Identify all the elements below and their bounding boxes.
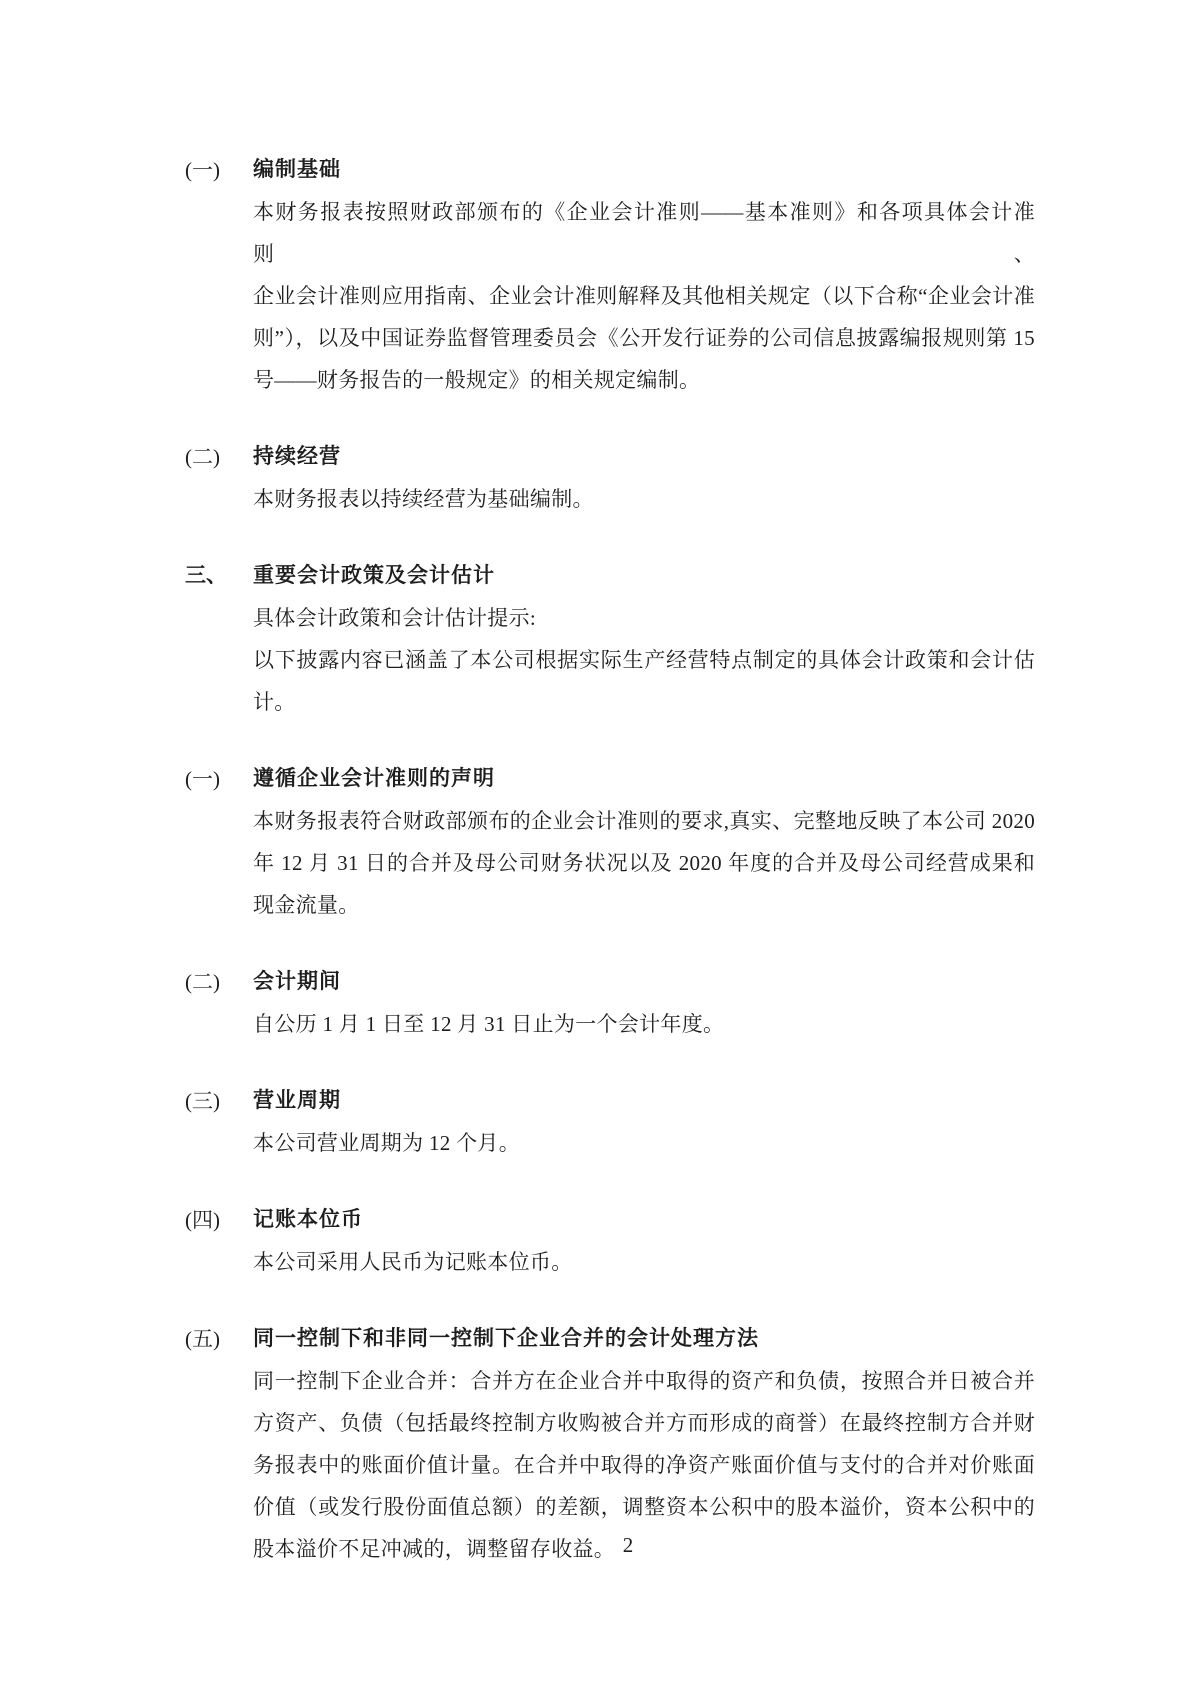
body-line: 本公司采用人民币为记账本位币。 bbox=[253, 1250, 573, 1274]
section-title: 会计期间 bbox=[253, 970, 341, 993]
section-body bbox=[253, 555, 1035, 723]
section-body bbox=[253, 149, 1035, 401]
body-line: 计。 bbox=[253, 690, 296, 714]
section-functional-currency bbox=[185, 1199, 1035, 1283]
document-content bbox=[185, 149, 1035, 1605]
section-title: 记账本位币 bbox=[253, 1208, 363, 1231]
paragraph bbox=[253, 1360, 1035, 1570]
body-line: 自公历 1 月 1 日至 12 月 31 日止为一个会计年度。 bbox=[253, 1012, 725, 1036]
section-label: 三、 bbox=[185, 564, 227, 587]
paragraph bbox=[253, 597, 1035, 639]
section-body bbox=[253, 1080, 1035, 1164]
section-accounting-period bbox=[185, 961, 1035, 1045]
body-line: 股本溢价不足冲减的，调整留存收益。 bbox=[253, 1537, 616, 1561]
section-label: (二) bbox=[185, 970, 220, 994]
section-label: (四) bbox=[185, 1208, 220, 1232]
body-line: 本公司营业周期为 12 个月。 bbox=[253, 1131, 520, 1155]
section-body bbox=[253, 1199, 1035, 1283]
paragraph bbox=[253, 478, 1035, 520]
section-label: (一) bbox=[185, 767, 220, 791]
section-title: 同一控制下和非同一控制下企业合并的会计处理方法 bbox=[253, 1327, 759, 1350]
section-label: (三) bbox=[185, 1089, 220, 1113]
body-line: 号——财务报告的一般规定》的相关规定编制。 bbox=[253, 368, 701, 392]
section-preparation-basis bbox=[185, 149, 1035, 401]
section-label: (二) bbox=[185, 445, 220, 469]
section-title: 持续经营 bbox=[253, 445, 341, 468]
section-title: 重要会计政策及会计估计 bbox=[253, 564, 495, 587]
section-compliance-statement bbox=[185, 758, 1035, 926]
body-line: 务报表中的账面价值计量。在合并中取得的净资产账面价值与支付的合并对价账面 bbox=[253, 1453, 1035, 1477]
body-line: 方资产、负债（包括最终控制方收购被合并方而形成的商誉）在最终控制方合并财 bbox=[253, 1411, 1035, 1435]
section-body bbox=[253, 436, 1035, 520]
section-title: 编制基础 bbox=[253, 158, 341, 181]
body-line: 本财务报表符合财政部颁布的企业会计准则的要求,真实、完整地反映了本公司 2020 bbox=[253, 809, 1035, 833]
section-title: 遵循企业会计准则的声明 bbox=[253, 767, 495, 790]
paragraph bbox=[253, 191, 1035, 401]
body-line: 本财务报表以持续经营为基础编制。 bbox=[253, 487, 594, 511]
section-going-concern bbox=[185, 436, 1035, 520]
body-line: 年 12 月 31 日的合并及母公司财务状况以及 2020 年度的合并及母公司经营成果和 bbox=[253, 851, 1035, 875]
section-title: 营业周期 bbox=[253, 1089, 341, 1112]
body-line: 同一控制下企业合并：合并方在企业合并中取得的资产和负债，按照合并日被合并 bbox=[253, 1369, 1035, 1393]
paragraph bbox=[253, 1003, 1035, 1045]
section-body bbox=[253, 1318, 1035, 1570]
body-line: 则”），以及中国证券监督管理委员会《公开发行证券的公司信息披露编报规则第 15 bbox=[253, 326, 1035, 350]
section-body bbox=[253, 961, 1035, 1045]
paragraph bbox=[253, 800, 1035, 926]
section-significant-accounting-policies bbox=[185, 555, 1035, 723]
section-business-combinations bbox=[185, 1318, 1035, 1570]
page-number: 2 bbox=[622, 1533, 634, 1557]
body-line: 现金流量。 bbox=[253, 893, 360, 917]
body-line: 价值（或发行股份面值总额）的差额，调整资本公积中的股本溢价，资本公积中的 bbox=[253, 1495, 1035, 1519]
paragraph bbox=[253, 1122, 1035, 1164]
body-line: 具体会计政策和会计估计提示: bbox=[253, 606, 537, 630]
paragraph bbox=[253, 1241, 1035, 1283]
body-line: 本财务报表按照财政部颁布的《企业会计准则——基本准则》和各项具体会计准则、 bbox=[253, 200, 1035, 266]
paragraph bbox=[253, 639, 1035, 723]
body-line: 企业会计准则应用指南、企业会计准则解释及其他相关规定（以下合称“企业会计准 bbox=[253, 284, 1035, 308]
body-line: 以下披露内容已涵盖了本公司根据实际生产经营特点制定的具体会计政策和会计估 bbox=[253, 648, 1035, 672]
section-operating-cycle bbox=[185, 1080, 1035, 1164]
section-label: (五) bbox=[185, 1327, 220, 1351]
section-body bbox=[253, 758, 1035, 926]
section-label: (一) bbox=[185, 158, 220, 182]
